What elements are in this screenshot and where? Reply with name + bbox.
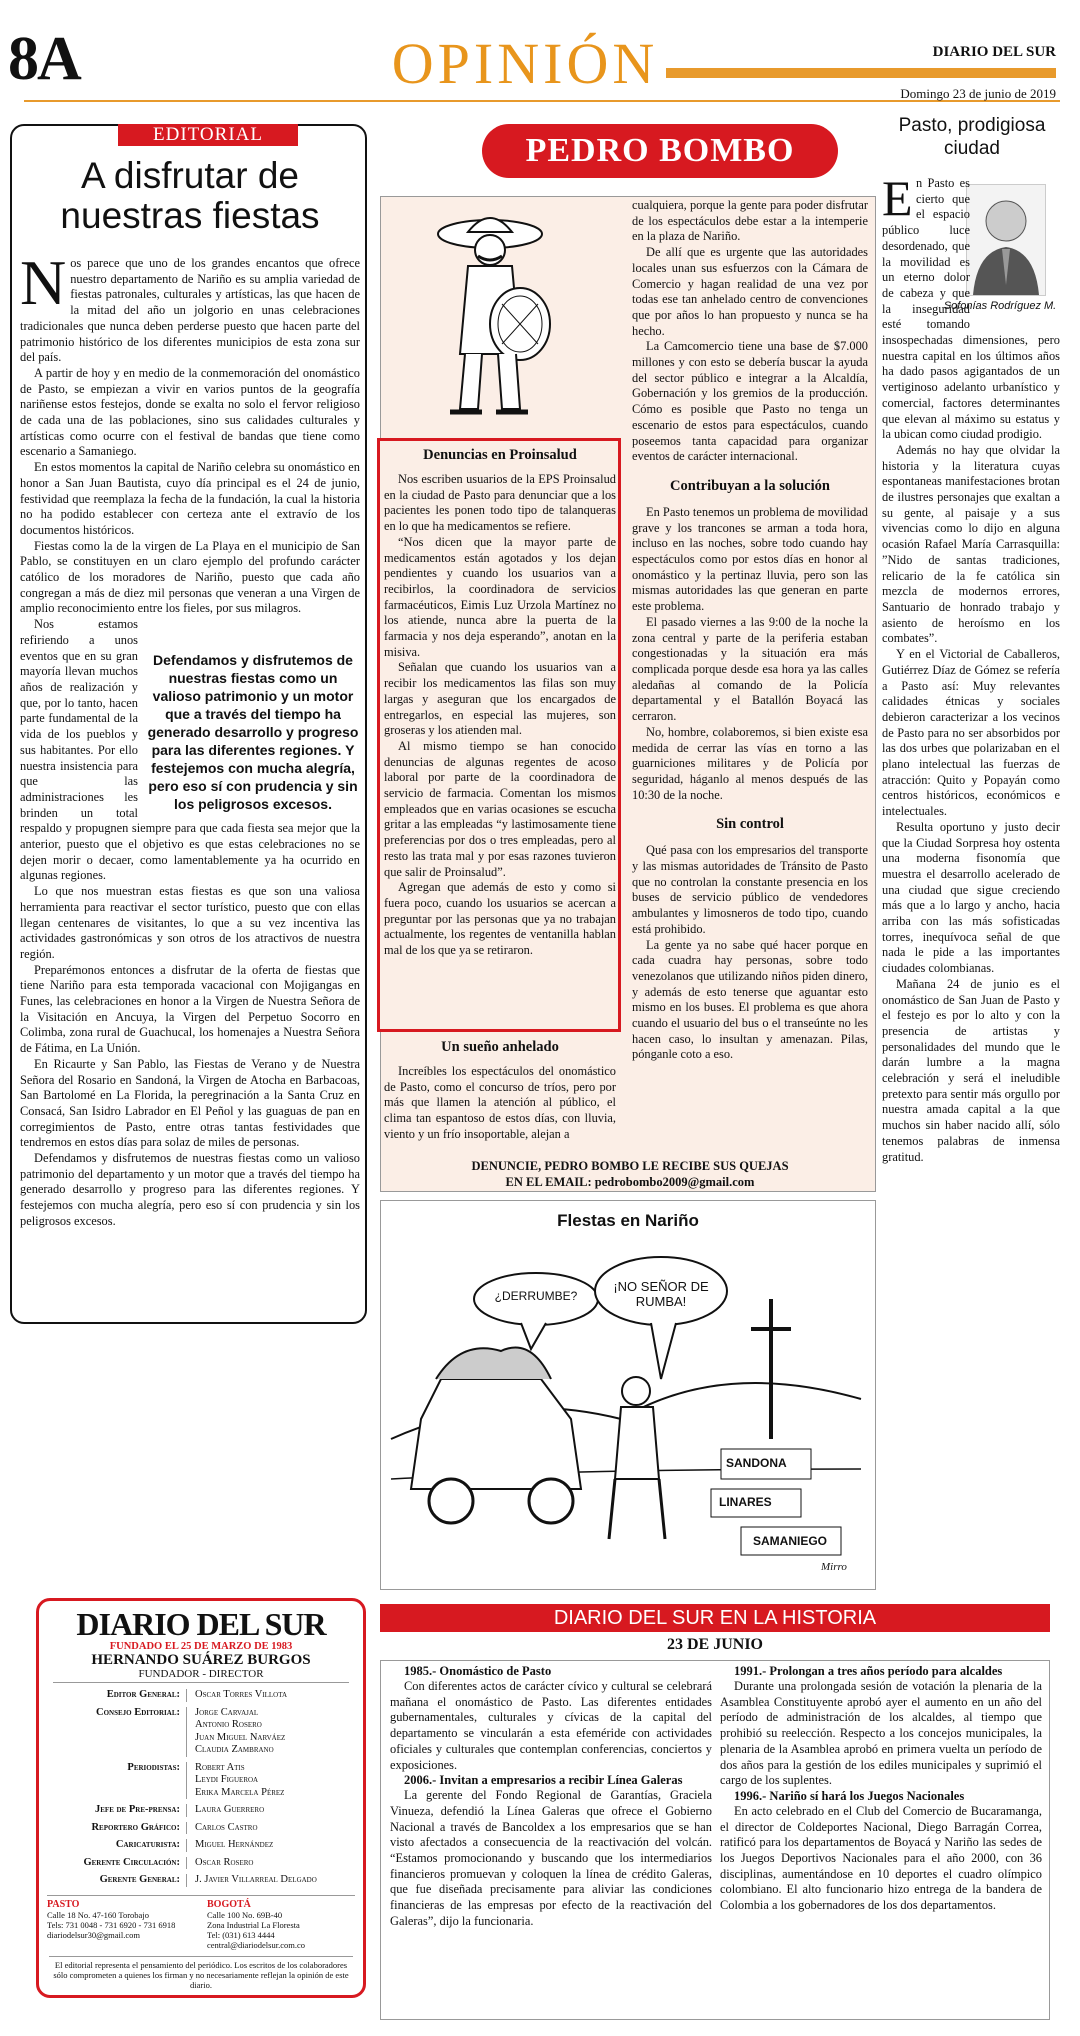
column-dropcap: E xyxy=(882,170,913,226)
staff-role: Gerente General: xyxy=(47,1874,187,1887)
column-paragraph: Mañana 24 de junio es el onomástico de San Juan de Pasto y el festejo es por lo alto y con la presencia de artistas y personalidades del mundo que le darán lumbre a la magna celebración y será el ineludible pretexto para sentir más orgullo por nuestra amada capital a la que muchos sin haber nacido allí, sólo tenemos palabras de inmensa gratitud. xyxy=(882,976,1060,1164)
editorial-paragraph: En Ricaurte y San Pablo, las Fiestas de Verano y de Nuestra Señora del Rosario en Sandoná, la Virgen de Atocha en Barbacoas, San Bartolomé en La Florida, la peregrinación a la Santa Cruz en Consacá, San Isidro Labrador en El Peñol y las guaguas de pan en corregimientos de Pasto, entre otras tantas festividades que tendremos en estos días para solaz de miles de personas. xyxy=(20,1056,360,1150)
bogota-label: BOGOTÁ xyxy=(207,1898,251,1910)
masthead-name: DIARIO DEL SUR xyxy=(76,1606,326,1642)
editorial-paragraph: Preparémonos entonces a disfrutar de la oferta de fiestas que tiene Nariño para esta temporada vacacional con Mojigangas en Funes, las celebraciones en honor a la Virgen de Nuestra Señora de la Visitación en Ancuya, la Virgen del Perpetuo Socorro en Colimba, zona rural de Guachucal, los homenajes a Nuestra Señora de Fátima, en La Unión. xyxy=(20,962,360,1056)
page-number: 8A xyxy=(8,25,80,93)
staff-role: Caricaturista: xyxy=(47,1839,187,1852)
history-heading: 1991.- Prolongan a tres años período para alcaldes xyxy=(734,1664,1003,1678)
header-rule xyxy=(666,68,1056,78)
pedro-paragraph: El pasado viernes a las 9:00 de la noche la zona central y parte de la periferia estaban congestionadas y la situación era más complicada porque desde esa hora ya las calles aledañas al comando de la Policía departamental y el Batallón Boyacá las cerraron. xyxy=(632,614,868,724)
editorial-paragraph: A partir de hoy y en medio de la conmemoración del onomástico de Pasto, se empiezan a vivir en varios puntos de la geografía nariñense estos festejos, donde se exalta no solo el fervor religioso de cada una de las poblaciones, sino sus calidades culturales y artísticas como ocurre con el festival de bandas que tiene como escenario a Samaniego. xyxy=(20,365,360,459)
pedro-bombo-illustration xyxy=(420,204,570,429)
pedro-paragraph: La Camcomercio tiene una base de $7.000 millones y con esto se debería buscar la ayuda del sector público e integrar a la Alcaldía, Gobernación y los gremios de la producción. Cómo es posible que Pasto no tenga un escenario de estos para espectáculos, cuando poseemos tanta capacidad para organizar eventos de carácter internacional. xyxy=(632,339,868,464)
pedro-paragraph: Increíbles los espectáculos del onomástico de Pasto, como el concurso de tríos, pero por más que llamen la atención al público, el clima tan espantoso de estos días, con lluvia, viento y un frío insoportable, alejan a xyxy=(384,1064,616,1141)
staff-row xyxy=(47,1839,355,1852)
pasto-address: Calle 18 No. 47-160 Torobajo Tels: 731 0048 - 731 6920 - 731 6918 diariodelsur30@gmail.com xyxy=(47,1909,176,1940)
heading-proinsalud: Denuncias en Proinsalud xyxy=(423,447,577,463)
masthead-founder-role: FUNDADOR - DIRECTOR xyxy=(53,1668,349,1683)
pedro-paragraph: De allí que es urgente que las autoridades locales unan sus esfuerzos con la Cámara de Comercio y hagan realidad de una vez por todas ese tan anhelado centro de convenciones que por años lo han propuesto y nunca se ha hecho. xyxy=(632,245,868,338)
cartoon-bubble-2: ¡NO SEÑOR DE RUMBA! xyxy=(613,1279,709,1309)
staff-role: Periodistas: xyxy=(47,1762,187,1800)
staff-row xyxy=(47,1707,355,1757)
editorial-body xyxy=(20,247,360,1230)
cartoon-signature: Mirro xyxy=(821,1561,847,1573)
heading-contribuyan: Contribuyan a la solución xyxy=(670,477,830,494)
history-paragraph: La gerente del Fondo Regional de Garantías, Graciela Vinueza, defendió la Línea Galeras que ofrece el Gobierno Nacional a través de Bancoldex a los empresarios que se han visto afectados a consecuencia de la reactivación del volcán. “Estamos promocionando y buscando que los intermediarios financieros promuevan y coloquen la línea de crédito Galeras, que fue diseñada precisamente para aliviar las condiciones financieras de las empresas por efecto de la reactivación del Galeras”, dijo la funcionaria. xyxy=(390,1788,712,1928)
pedro-paragraph: Nos escriben usuarios de la EPS Proinsalud en la ciudad de Pasto para denunciar que a los pacientes les ponen todo tipo de talanqueras en lo que ha medicamentos se refiere. xyxy=(384,472,616,534)
cartoon-sign-2: LINARES xyxy=(719,1495,772,1509)
pedro-col1-bottom xyxy=(384,1038,616,1143)
editorial-paragraph: Nos estamos refiriendo a unos eventos que en su gran mayoría llevan muchos años de realización y que, por lo tanto, hacen parte fundamental de la vida de los pueblos y sus habitantes. Por ello nuestra insistencia para que las administraciones les brinden un total respaldo y propugnen siempre para que cada fiesta sea mejor que la anterior, puesto que el objetivo es que estas celebraciones no se dejen morir o decaer, como lamentablemente ya ha ocurrido en algunas regiones. xyxy=(20,617,360,883)
column-paragraph: Además no hay que olvidar la historia y la literatura cuyas espontaneas manifestaciones brotan de ilustres personajes que exaltan a su gente, al paisaje y a sus vivencias como lo dijo en alguna ocasión Rafael María Carrasquilla: ”Nido de santas tradiciones, relicario de la fe católica sin mezcla de modernos errores, Santuario de honrado trabajo y asiento de heroísmo en los combates”. xyxy=(882,442,1060,646)
staff-names: Jorge Carvajal Antonio Rosero Juan Miguel Narváez Claudia Zambrano xyxy=(195,1706,286,1755)
pedro-col2 xyxy=(632,198,868,1063)
staff-role: Editor General: xyxy=(47,1689,187,1702)
editorial-paragraph: os parece que uno de los grandes encantos que ofrece nuestro departamento de Nariño es su amplia variedad de fiestas patronales, culturales y artísticas, las que hacen de la mitad del año un jolgorio en unas celebraciones tradicionales que nunca deben perderse puesto que hacen parte del patrimonio histórico de los diferentes municipios de esta zona sur del país. xyxy=(20,256,360,365)
history-paragraph: Con diferentes actos de carácter cívico y cultural se celebrará mañana el onomástico de Pasto. Las diferentes entidades gubernamentales, culturales y cívicas de la capital del departamento se vincularán a esta efeméride con actividades oficiales y culturales que contemplan conferencias, conciertos y exposiciones. xyxy=(390,1679,712,1772)
staff-names: J. Javier Villarreal Delgado xyxy=(195,1874,317,1885)
column-paragraph: Resulta oportuno y justo decir que la Ciudad Sorpresa hoy ostenta una moderna fisonomía que muestra el desarrollo acelerado de una ciudad que sigue creciendo más que a lo largo y ancho, hacia arriba con las más sofisticadas torres, inequívoca señal de que nada le pide a las importantes ciudades colombianas. xyxy=(882,819,1060,976)
staff-role: Jefe de Pre-prensa: xyxy=(47,1804,187,1817)
masthead-addresses xyxy=(47,1895,355,1950)
pedro-paragraph: Al mismo tiempo se han conocido denuncias de algunas regentes de acoso laboral por parte de la coordinadora de servicio de farmacia. Comentan los mismos empleados que en varias ocasiones se escucha gritar a las empleadas “y lastimosamente tiene preferencias por dos o tres empleadas, pero al resto las trata mal y por esas razones tuvieron que salir de Proinsalud”. xyxy=(384,738,616,879)
staff-row xyxy=(47,1804,355,1817)
masthead-founded: FUNDADO EL 25 DE MARZO DE 1983 xyxy=(109,1641,293,1652)
pedro-bombo-banner: PEDRO BOMBO xyxy=(482,124,838,178)
pedro-paragraph: En Pasto tenemos un problema de movilidad grave y los trancones se arman a toda hora, incluso en las noches, sobre todo cuando hay espectáculos como por estos días en honor al onomástico y la pertinaz lluvia, pero son las mismas autoridades las que generan en parte este problema. xyxy=(632,504,868,614)
pedro-paragraph: “Nos dicen que la mayor parte de medicamentos están agotados y los dejan pendientes y cuando los usuarios van a recibirlos, la coordinadora de servicios farmacéuticos, Eimis Luz Urzola Martínez no los atiende, nunca abre la puerta de la farmacia y nos deja esperando”, anotan en la misiva. xyxy=(384,534,616,659)
history-heading: 2006.- Invitan a empresarios a recibir Línea Galeras xyxy=(404,1773,683,1788)
staff-row xyxy=(47,1857,355,1870)
cartoon-sign-3: SAMANIEGO xyxy=(753,1534,828,1548)
editorial-title: A disfrutar de nuestras fiestas xyxy=(60,155,320,236)
cartoon-box xyxy=(380,1200,876,1590)
editorial-paragraph: Lo que nos muestran estas fiestas es que son una valiosa herramienta para reactivar el sector turístico, puesto que con ellas llegan centenares de visitantes, lo que a su vez incentiva las actividades gastronómicas y son otros de los atractivos de nuestra región. xyxy=(20,884,360,961)
editorial-paragraph: Fiestas como la de la virgen de La Playa en el municipio de San Pablo, se constituyen en un claro ejemplo del profundo carácter católico de los moradores de Nariño, puesto que cada año congregan a más de diez mil personas que veneran a una Virgen de amplio reconocimiento entre los fieles, por sus milagros. xyxy=(20,538,360,616)
staff-names: Oscar Rosero xyxy=(195,1856,254,1868)
staff-row xyxy=(47,1762,355,1800)
staff-role: Consejo Editorial: xyxy=(47,1707,187,1757)
staff-names: Robert Atis Leydi Figueroa Erika Marcela Pérez xyxy=(195,1761,285,1798)
section-title: OPINIÓN xyxy=(391,31,659,96)
history-col2 xyxy=(720,1664,1042,1914)
masthead-disclaimer: El editorial representa el pensamiento del periódico. Los escritos de los colaboradores sólo comprometen a quienes los firman y no necesariamente reflejan la opinión de este diario. xyxy=(49,1956,353,1990)
column-title: Pasto, prodigiosa ciudad xyxy=(898,115,1046,159)
bogota-address: Calle 100 No. 69B-40 Zona Industrial La Floresta Tel: (031) 613 4444 central@diariodelsur.com.co xyxy=(207,1909,305,1950)
pedro-paragraph: Agregan que además de esto y como si fuera poco, cuando los usuarios se acercan a preguntar por las personas que ya no trabajan actualmente, los regentes de ventanilla hablan mal de los que ya se retiraron. xyxy=(384,880,616,958)
pedro-paragraph: cualquiera, porque la gente para poder disfrutar de los espectáculos debe estar a la intemperie en la plaza de Nariño. xyxy=(632,198,868,244)
history-banner: DIARIO DEL SUR EN LA HISTORIA xyxy=(380,1604,1050,1632)
cartoon-title: Flestas en Nariño xyxy=(557,1211,699,1230)
history-heading: 1996.- Nariño sí hará los Juegos Nacionales xyxy=(734,1788,965,1803)
issue-date: Domingo 23 de junio de 2019 xyxy=(900,86,1056,101)
cartoon-bubble-1: ¿DERRUMBE? xyxy=(494,1289,578,1303)
column-body xyxy=(882,170,1060,1165)
heading-sueno: Un sueño anhelado xyxy=(441,1039,559,1055)
masthead-founder: HERNANDO SUÁREZ BURGOS xyxy=(91,1652,311,1668)
staff-role: Reportero Gráfico: xyxy=(47,1822,187,1835)
history-paragraph: Durante una prolongada sesión de votación la plenaria de la Asamblea Constituyente aprobó ayer el aumento en un año del período de administración de los alcaldes, al tiempo que prohibió su reelección. Respecto a los concejos municipales, la plenaria de la Asamblea aprobó en primera vuelta un período de dos años para la gestión de los ediles municipales y suprimió el cargo de los suplentes. xyxy=(720,1679,1042,1788)
column-author: Sofonías Rodríguez M. xyxy=(943,300,1057,312)
history-date: 23 DE JUNIO xyxy=(666,1636,763,1653)
pedro-bombo-footer: DENUNCIE, PEDRO BOMBO LE RECIBE SUS QUEJAS EN EL EMAIL: pedrobombo2009@gmail.com xyxy=(471,1159,789,1189)
editorial-paragraph: Defendamos y disfrutemos de nuestras fiestas como un valioso patrimonio del departamento y un motor que a través del tiempo ha generado desarrollo y progreso para las diferentes regiones. Y festejemos con mucha alegría, pero eso sí con prudencia y sin los peligrosos excesos. xyxy=(20,1151,360,1228)
history-col1 xyxy=(390,1664,712,1930)
column-paragraph: n Pasto es cierto que el espacio público luce desordenado, que la movilidad es un eterno dolor de cabeza y que la inseguridad esté tomando insospechadas dimensiones, pero nuestra capital en los últimos años ha dado pasos agigantados de un vertiginoso adelanto urbanístico y comercial, factores determinantes que elevan al máximo su estatus y la ubican como ciudad prodigio. xyxy=(882,176,1060,442)
cartoon-sign-1: SANDONA xyxy=(726,1456,787,1470)
paper-name: DIARIO DEL SUR xyxy=(932,44,1056,60)
editorial-dropcap: N xyxy=(20,247,67,318)
staff-names: Laura Guerrero xyxy=(195,1804,265,1815)
staff-role: Gerente Circulación: xyxy=(47,1857,187,1870)
pasto-label: PASTO xyxy=(47,1898,80,1910)
history-heading: 1985.- Onomástico de Pasto xyxy=(404,1664,552,1678)
staff-row xyxy=(47,1822,355,1835)
staff-row xyxy=(47,1874,355,1887)
pedro-paragraph: No, hombre, colaboremos, si bien existe esa medida de cerrar las vías en torno a las guarniciones militares y de Policía por seguridad, háganlo al menos después de las 10:30 de la noche. xyxy=(632,724,868,802)
staff-names: Miguel Hernández xyxy=(195,1839,274,1850)
staff-row xyxy=(47,1689,355,1702)
staff-names: Carlos Castro xyxy=(195,1821,258,1833)
editorial-paragraph: En estos momentos la capital de Nariño celebra su onomástico en honor a San Juan Bautista, cuyo día principal es el 24 de junio, festividad que reemplaza la fecha de la fundación, la cual la historia no ha podido establecer con certeza ante el extravío de los documentos históricos. xyxy=(20,460,360,537)
pedro-col1 xyxy=(384,446,616,959)
pedro-paragraph: Señalan que cuando los usuarios van a recibir los medicamentos las filas son muy largas y aseguran que los encargados de entregarlos, en especial las mujeres, son groseras y los atienden mal. xyxy=(384,660,616,738)
editorial-pull-quote: Defendamos y disfrutemos de nuestras fiestas como un valioso patrimonio y un motor que a través del tiempo ha generado desarrollo y progreso para las diferentes regiones. Y festejemos con mucha alegría, pero eso sí con prudencia y sin los peligrosos excesos. xyxy=(147,652,359,813)
editorial-label: EDITORIAL xyxy=(118,124,298,146)
masthead-box xyxy=(36,1598,366,1998)
pedro-paragraph: Qué pasa con los empresarios del transporte y las mismas autoridades de Tránsito de Pasto que no controlan la constante presencia en los buses de servicio público de vendedores ambulantes y limosneros de todo tipo, cuando está prohibido. xyxy=(632,843,868,936)
pedro-paragraph: La gente ya no sabe qué hacer porque en cada cuadra hay personas, sobre todo venezolanos que utilizando niños piden dinero, y además de esto tenerse que aguantar esto mismo en los buses. El problema es que ahora cuando el usuario del bus o el transeúnte no les hacen caso, lo insultan y amenazan. Pilas, pónganle coto a eso. xyxy=(632,937,868,1062)
column-paragraph: Y en el Victorial de Caballeros, Gutiérrez Díaz de Gómez se refería a Pasto así: Muy relevantes calidades étnicas y sociales debieron caracterizar a los vecinos de Pasto para no ser absorbidos por las dos urbes que polarizaban en el plano intelectual las fuerzas de atracción: Quito y Popayán como centros históricos, económicos e intelectuales. xyxy=(882,647,1060,819)
heading-sin-control: Sin control xyxy=(716,816,784,833)
history-paragraph: En acto celebrado en el Club del Comercio de Bucaramanga, el director de Coldeportes Nacional, Diego Barragán Correa, ratificó para los departamentos de Boyacá y Nariño las sedes de los Juegos Deportivos Nacionales para el año 2000, con 36 disciplinas, aumentándose en 10 deportes el cuadro olímpico colombiano. El alto funcionario hizo entrega de la bandera de Colombia a los gobernadores de los dos departamentos. xyxy=(720,1803,1042,1913)
masthead-staff xyxy=(39,1689,363,1887)
staff-names: Oscar Torres Villota xyxy=(195,1689,288,1700)
